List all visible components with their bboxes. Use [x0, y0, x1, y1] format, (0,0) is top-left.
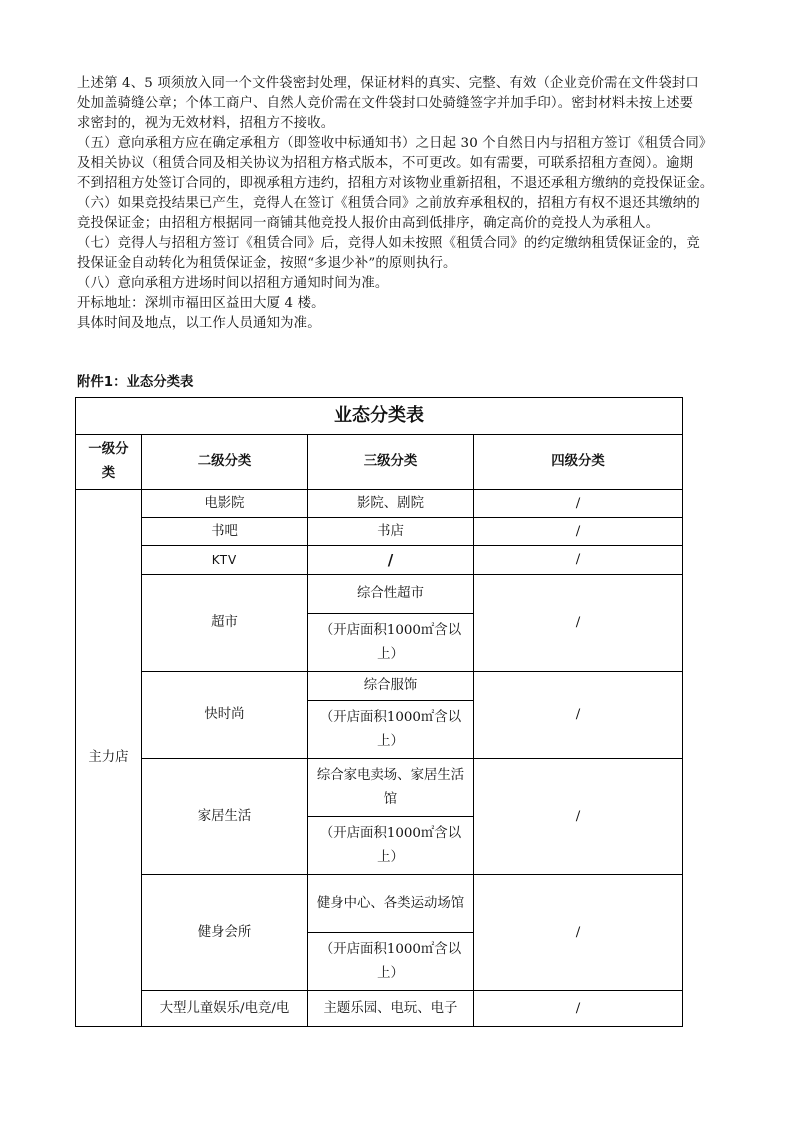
table-row: [76, 575, 683, 614]
text-line: 竞投保证金；由招租方根据同一商铺其他竞投人报价由高到低排序，确定高价的竞投人为承租人。: [77, 216, 660, 231]
cell-level3-note: （开店面积1000㎡含以上）: [308, 817, 474, 875]
text-line: 不到招租方处签订合同的，即视承租方违约，招租方对该物业重新招租，不退还承租方缴纳的竞投保证金。: [77, 176, 714, 191]
text-line: 上述第 4、5 项须放入同一个文件袋密封处理，保证材料的真实、完整、有效（企业竞价需在文件袋封口: [77, 76, 699, 91]
cell-level3: 影院、剧院: [308, 490, 474, 518]
cell-level3-note: （开店面积1000㎡含以上）: [308, 614, 474, 672]
paragraph-clause-7: [77, 234, 727, 274]
text-line: 及相关协议（租赁合同及相关协议为招租方格式版本，不可更改。如有需要，可联系招租方查阅）。逾期: [77, 156, 694, 171]
cell-level4: /: [474, 490, 683, 518]
text-line: （五）意向承租方应在确定承租方（即签收中标通知书）之日起 30 个自然日内与招租方签订《租赁合同》: [77, 136, 713, 151]
table-row: [76, 518, 683, 546]
text-line: （八）意向承租方进场时间以招租方通知时间为准。: [77, 276, 389, 291]
table-row: [76, 875, 683, 933]
attachment-title: 附件1：业态分类表: [77, 375, 194, 390]
cell-level3-note: （开店面积1000㎡含以上）: [308, 701, 474, 759]
text-line: 具体时间及地点，以工作人员通知为准。: [77, 316, 321, 331]
cell-level4: /: [474, 518, 683, 546]
cell-level4: /: [474, 672, 683, 759]
text-line: （七）竞得人与招租方签订《租赁合同》后，竞得人如未按照《租赁合同》的约定缴纳租赁保证金的，竞: [77, 236, 700, 251]
cell-level2: 书吧: [142, 518, 308, 546]
cell-level2: KTV: [142, 546, 308, 575]
header-level2: 二级分类: [142, 435, 308, 490]
paragraph-clause-5: [77, 134, 727, 194]
table-row: [76, 672, 683, 701]
cell-level3: 综合性超市: [308, 575, 474, 614]
category-table: [75, 397, 683, 1027]
cell-level4: /: [474, 875, 683, 991]
cell-level4: /: [474, 759, 683, 875]
table-row: [76, 546, 683, 575]
paragraph-address: [77, 294, 727, 314]
cell-level3: 综合服饰: [308, 672, 474, 701]
cell-level2: 家居生活: [142, 759, 308, 875]
cell-level2: 大型儿童娱乐/电竞/电: [142, 991, 308, 1027]
cell-level3: 主题乐园、电玩、电子: [308, 991, 474, 1027]
cell-level3: 健身中心、各类运动场馆: [308, 875, 474, 933]
text-line: 求密封的，视为无效材料，招租方不接收。: [77, 116, 335, 131]
text-line: 投保证金自动转化为租赁保证金，按照“多退少补”的原则执行。: [77, 256, 457, 271]
table-row: [76, 759, 683, 817]
cell-level3: /: [308, 546, 474, 575]
cell-level2: 快时尚: [142, 672, 308, 759]
cell-level2: 超市: [142, 575, 308, 672]
main-category: 主力店: [76, 490, 142, 1027]
paragraph-notice: [77, 314, 727, 334]
cell-level2: 健身会所: [142, 875, 308, 991]
text-line: 开标地址：深圳市福田区益田大厦 4 楼。: [77, 296, 325, 311]
paragraph-sealing: [77, 74, 727, 134]
header-level1: 一级分类: [76, 435, 142, 490]
table-row: [76, 991, 683, 1027]
text-line: （六）如果竞投结果已产生，竞得人在签订《租赁合同》之前放弃承租权的，招租方有权不退还其缴纳的: [77, 196, 700, 211]
cell-level2: 电影院: [142, 490, 308, 518]
cell-level3: 书店: [308, 518, 474, 546]
paragraph-clause-6: [77, 194, 727, 234]
cell-level4: /: [474, 546, 683, 575]
header-level3: 三级分类: [308, 435, 474, 490]
cell-level4: /: [474, 991, 683, 1027]
cell-level4: /: [474, 575, 683, 672]
header-level4: 四级分类: [474, 435, 683, 490]
body-text: [77, 74, 727, 334]
paragraph-clause-8: [77, 274, 727, 294]
table-title: 业态分类表: [76, 398, 683, 435]
cell-level3-note: （开店面积1000㎡含以上）: [308, 933, 474, 991]
cell-level3: 综合家电卖场、家居生活馆: [308, 759, 474, 817]
text-line: 处加盖骑缝公章；个体工商户、自然人竞价需在文件袋封口处骑缝签字并加手印）。密封材料未按上述要: [77, 96, 694, 111]
table-row: [76, 490, 683, 518]
